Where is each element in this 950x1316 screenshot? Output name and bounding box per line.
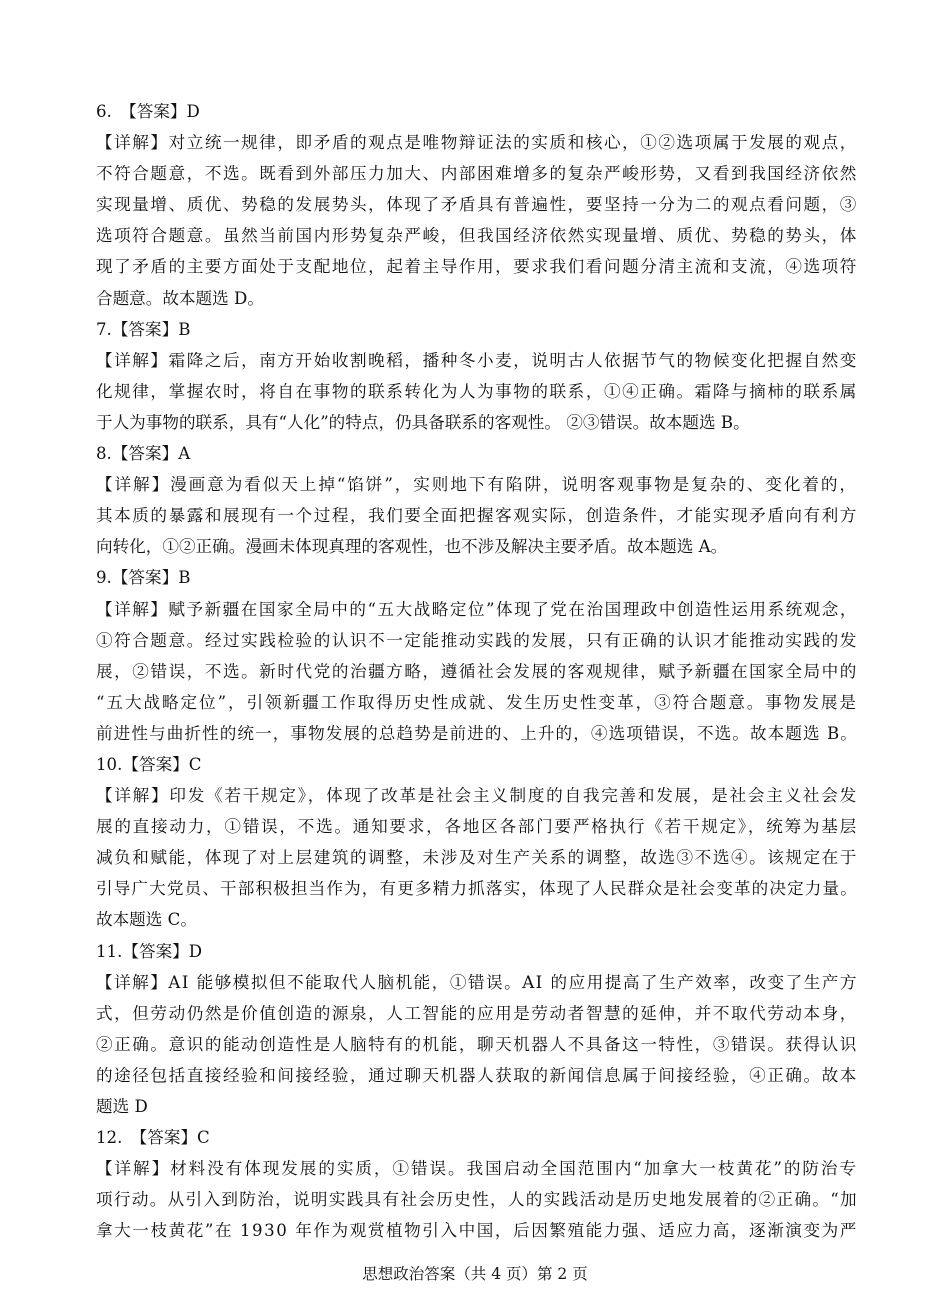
text-line: 【详解】AI 能够模拟但不能取代人脑机能，①错误。AI 的应用提高了生产效率，改变了生产方: [96, 972, 858, 992]
text-line: 不符合题意，不选。既看到外部压力加大、内部困难增多的复杂严峻形势，又看到我国经济依然: [96, 164, 858, 184]
text-line: 【详解】漫画意为看似天上掉“馅饼”，实则地下有陷阱，说明客观事物是复杂的、变化着的，: [96, 475, 858, 495]
text-line: 12. 【答案】C: [96, 1128, 210, 1148]
text-line: 减负和赋能，体现了对上层建筑的调整，未涉及对生产关系的调整，故选③不选④。该规定在于: [96, 848, 858, 868]
text-line: 【详解】对立统一规律，即矛盾的观点是唯物辩证法的实质和核心，①②选项属于发展的观点，: [96, 133, 858, 153]
text-line: 式，但劳动仍然是价值创造的源泉，人工智能的应用是劳动者智慧的延伸，并不取代劳动本身，: [96, 1003, 858, 1023]
text-line: 化规律，掌握农时，将自在事物的联系转化为人为事物的联系，①④正确。霜降与摘柿的联系属: [96, 381, 858, 401]
text-line: 于人为事物的联系，具有“人化”的特点，仍具备联系的客观性。 ②③错误。故本题选 B。: [96, 412, 750, 432]
text-line: 【详解】赋予新疆在国家全局中的“五大战略定位”体现了党在治国理政中创造性运用系统观念，: [96, 599, 858, 619]
answer-body: [96, 96, 858, 1246]
text-line: 9.【答案】B: [96, 568, 191, 588]
text-line: 项行动。从引入到防治，说明实践具有社会历史性，人的实践活动是历史地发展着的②正确。“加: [96, 1190, 858, 1210]
text-line: 合题意。故本题选 D。: [96, 288, 264, 308]
text-line: 选项符合题意。虽然当前国内形势复杂严峻，但我国经济依然实现量增、质优、势稳的势头，体: [96, 226, 858, 246]
text-line: 题选 D: [96, 1097, 148, 1116]
text-line: “五大战略定位”，引领新疆工作取得历史性成就、发生历史性变革，③符合题意。事物发展是: [96, 692, 858, 712]
text-line: 向转化，①②正确。漫画未体现真理的客观性，也不涉及解决主要矛盾。故本题选 A。: [96, 537, 728, 557]
text-line: ①符合题意。经过实践检验的认识不一定能推动实践的发展，只有正确的认识才能推动实践的发: [96, 630, 858, 650]
text-line: 其本质的暴露和展现有一个过程，我们要全面把握客观实际，创造条件，才能实现矛盾向有利方: [96, 506, 858, 526]
page-footer: 思想政治答案（共 4 页）第 2 页: [362, 1265, 588, 1283]
text-line: 【详解】霜降之后，南方开始收割晚稻，播种冬小麦，说明古人依据节气的物候变化把握自然变: [96, 350, 858, 370]
text-line: 【详解】材料没有体现发展的实质，①错误。我国启动全国范围内“加拿大一枝黄花”的防治专: [96, 1159, 858, 1179]
text-line: 11.【答案】D: [96, 941, 203, 961]
text-line: 10.【答案】C: [96, 754, 202, 774]
text-line: 拿大一枝黄花”在 1930 年作为观赏植物引入中国，后因繁殖能力强、适应力高，逐渐演变为严: [96, 1221, 858, 1241]
text-line: 前进性与曲折性的统一，事物发展的总趋势是前进的、上升的，④选项错误，不选。故本题选 B。: [96, 723, 858, 743]
text-line: 现了矛盾的主要方面处于支配地位，起着主导作用，要求我们看问题分清主流和支流，④选项符: [96, 257, 858, 277]
text-line: 【详解】印发《若干规定》，体现了改革是社会主义制度的自我完善和发展，是社会主义社会发: [96, 786, 858, 806]
text-line: 6. 【答案】D: [96, 102, 200, 121]
text-line: 8.【答案】A: [96, 444, 191, 464]
text-line: 展的直接动力，①错误，不选。通知要求，各地区各部门要严格执行《若干规定》，统筹为基层: [96, 817, 858, 837]
text-line: 7.【答案】B: [96, 319, 191, 339]
text-line: 展，②错误，不选。新时代党的治疆方略，遵循社会发展的客观规律，赋予新疆在国家全局中的: [96, 661, 858, 681]
text-line: 的途径包括直接经验和间接经验，通过聊天机器人获取的新闻信息属于间接经验，④正确。故本: [96, 1065, 858, 1085]
text-line: 故本题选 C。: [96, 910, 197, 930]
text-line: ②正确。意识的能动创造性是人脑特有的机能，聊天机器人不具备这一特性，③错误。获得认识: [96, 1034, 858, 1054]
text-line: 引导广大党员、干部积极担当作为，有更多精力抓落实，体现了人民群众是社会变革的决定力量。: [96, 879, 858, 899]
text-line: 实现量增、质优、势稳的发展势头，体现了矛盾具有普遍性，要坚持一分为二的观点看问题，③: [96, 195, 858, 215]
